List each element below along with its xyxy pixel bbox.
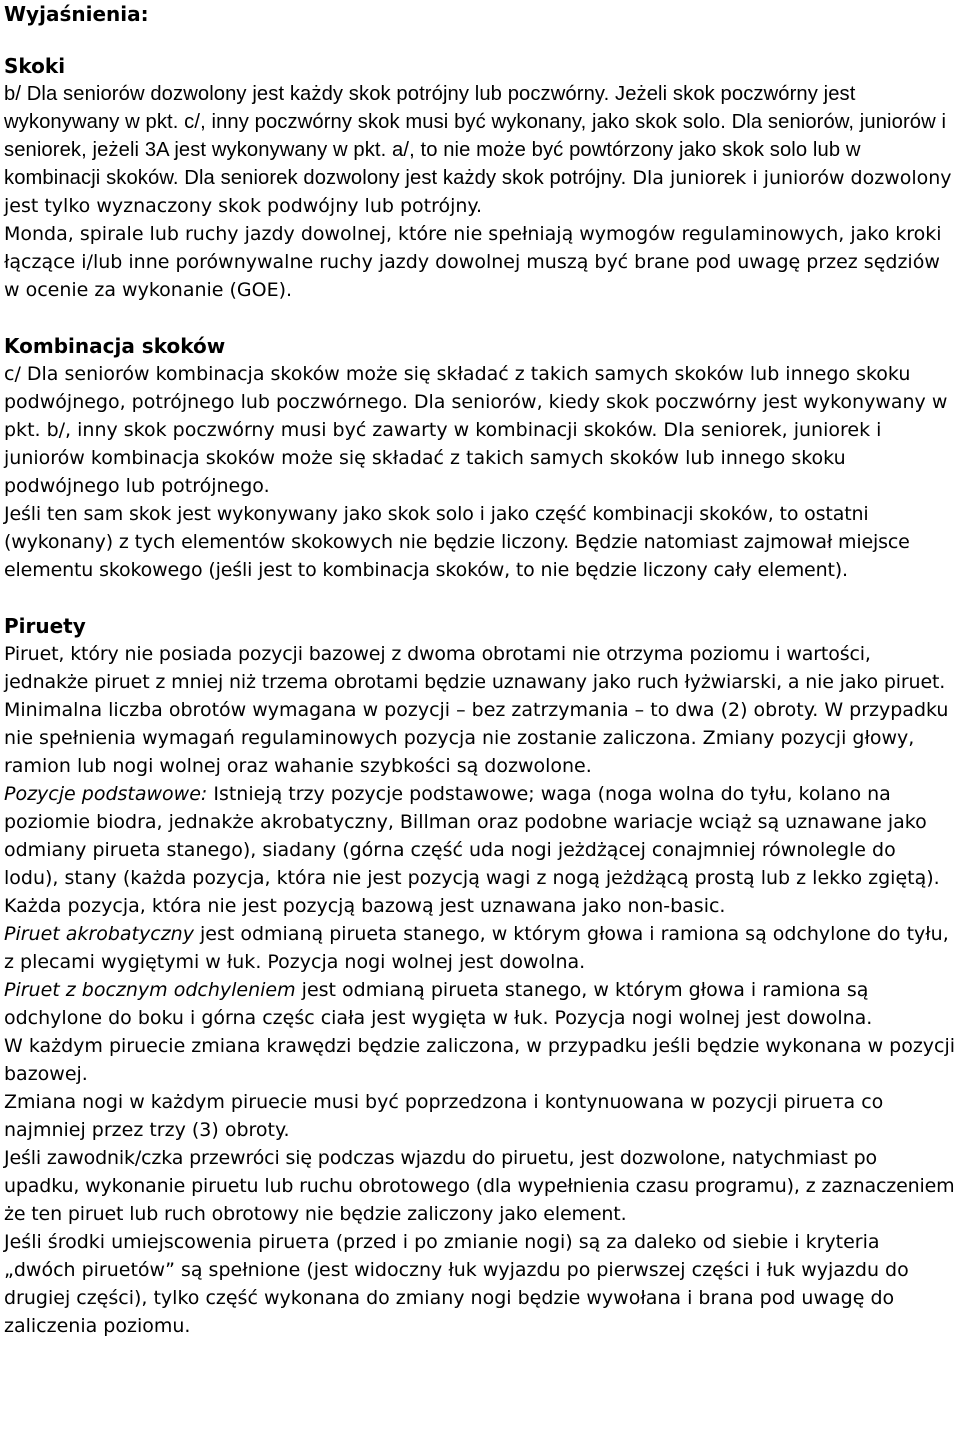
italic-term: Pozycje podstawowe:: [4, 783, 208, 805]
paragraph: Zmiana nogi w każdym piruecie musi być poprzedzona i kontynuowana w pozycji piruета co najmniej przez trzy (3) obroty.: [4, 1091, 884, 1141]
paragraph-text: jest odmianą pirueta stanego, w którym głowa i ramiona są odchylone do tyłu, z plecami wygiętymi w łuk. Pozycja nogi wolnej jest dowolna.: [4, 923, 949, 973]
spacer: [4, 584, 956, 612]
paragraph: [4, 780, 956, 892]
paragraph: Piruet, który nie posiada pozycji bazowej z dwoma obrotami nie otrzyma poziomu i wartości, jednakże piruet z mniej niż trzema obrotami będzie uznawany jako ruch łyżwiarski, a nie jako piruet.: [4, 643, 946, 693]
paragraph: [4, 920, 956, 976]
paragraph: Monda, spirale lub ruchy jazdy dowolnej, które nie spełniają wymogów regulaminowych, jako kroki łączące i/lub inne porównywalne ruchy jazdy dowolnej muszą być brane pod uwagę przez sędziów w ocenie za wykonanie (GOE).: [4, 223, 942, 301]
spacer: [4, 304, 956, 332]
paragraph: Każda pozycja, która nie jest pozycją bazową jest uznawana jako non-basic.: [4, 895, 726, 917]
paragraph-text: jest odmianą pirueta stanego, w którym głowa i ramiona są odchylone do boku i górna częśc ciała jest wygięta w łuk. Pozycja nogi wolnej jest dowolna.: [4, 979, 873, 1029]
page-title: Wyjaśnienia:: [4, 2, 149, 26]
paragraph: [4, 976, 956, 1032]
section-title-piruety: Piruety: [4, 614, 86, 638]
paragraph: Jeśli zawodnik/czka przewróci się podczas wjazdu do piruetu, jest dozwolone, natychmiast po upadku, wykonanie piruetu lub ruchu obrotowego (dla wypełnienia czasu programu), z zaznaczeniem że ten piruet lub ruch obrotowy nie będzie zaliczony jako element.: [4, 1147, 955, 1225]
paragraph: Jeśli środki umiejscowenia piruета (przed i po zmianie nogi) są za daleko od siebie i kryteria „dwóch piruetów” są spełnione (jest widoczny łuk wyjazdu po pierwszej części i łuk wyjazdu do drugiej części), tylko część wykonana do zmiany nogi będzie wywołana i brana pod uwagę do zaliczenia poziomu.: [4, 1231, 909, 1337]
paragraph: W każdym piruecie zmiana krawędzi będzie zaliczona, w przypadku jeśli będzie wykonana w pozycji bazowej.: [4, 1035, 956, 1085]
section-title-kombinacja: Kombinacja skoków: [4, 334, 226, 358]
paragraph: Minimalna liczba obrotów wymagana w pozycji – bez zatrzymania – to dwa (2) obroty. W przypadku nie spełnienia wymagań regulaminowych pozycja nie zostanie zaliczona. Zmiany pozycji głowy, ramion lub nogi wolnej oraz wahanie szybkości są dozwolone.: [4, 699, 949, 777]
paragraph: c/ Dla seniorów kombinacja skoków może się składać z takich samych skoków lub innego skoku podwójnego, potrójnego lub poczwórnego. Dla seniorów, kiedy skok poczwórny jest wykonywany w pkt. b/, inny skok poczwórny musi być zawarty w kombinacji skoków. Dla seniorek, juniorek i juniorów kombinacja skoków może się składać z takich samych skoków lub innego skoku podwójnego lub potrójnego.: [4, 363, 948, 497]
section-title-skoki: Skoki: [4, 54, 66, 78]
paragraph: [4, 80, 956, 220]
paragraph-text: b/ Dla seniorów dozwolony jest każdy skok potrójny lub poczwórny. Jeżeli skok poczwórny jest wykonywany w pkt. c/, inny poczwórny skok musi być wykonany, jako skok solo. Dla seniorów, juniorów i seniorek, jeżeli 3A jest wykonywany w pkt. a/, to nie może być powtórzony jako skok solo lub w kombinacji skoków. Dla seniorek dozwolony jest każdy skok potrójny.: [4, 83, 947, 189]
paragraph: Jeśli ten sam skok jest wykonywany jako skok solo i jako część kombinacji skoków, to ostatni (wykonany) z tych elementów skokowych nie będzie liczony. Będzie natomiast zajmował miejsce elementu skokowego (jeśli jest to kombinacja skoków, to nie będzie liczony cały element).: [4, 503, 910, 581]
paragraph-text: Istnieją trzy pozycje podstawowe; waga (noga wolna do tyłu, kolano na poziomie biodra, jednakże akrobatyczny, Billman oraz podobne wariacje wciąż są uznawane jako odmiany pirueta stanego), siadany (górna część uda nogi jeżdżącej conajmniej równolegle do lodu), stany (każda pozycja, która nie jest pozycją wagi z nogą jeżdżącą prostą lub z lekko zgiętą).: [4, 783, 940, 889]
italic-term: Piruet z bocznym odchyleniem: [4, 979, 296, 1001]
paragraph-text: Dla juniorek i juniorów dozwolony jest tylko wyznaczony skok podwójny lub potrójny.: [4, 167, 952, 217]
italic-term: Piruet akrobatyczny: [4, 923, 194, 945]
